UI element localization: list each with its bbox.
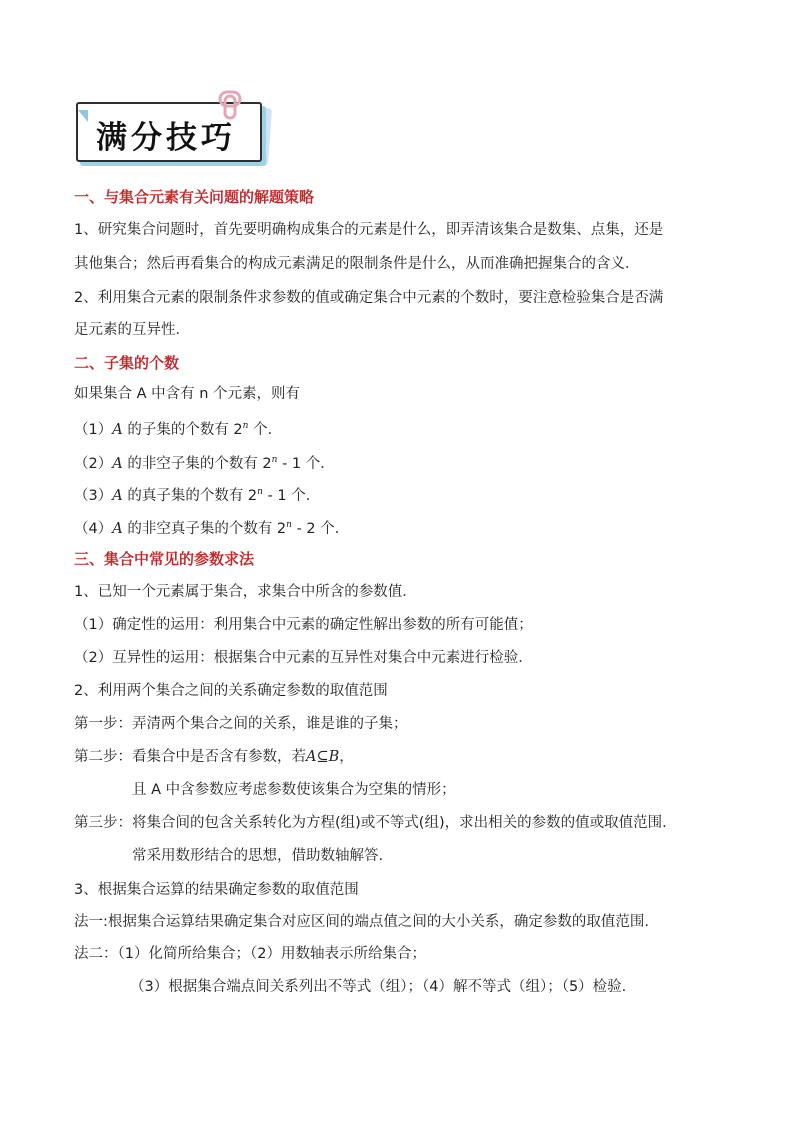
banner-title: 满分技巧 — [96, 120, 236, 156]
s1-para-2a: 2、利用集合元素的限制条件求参数的值或确定集合中元素的个数时，要注意检验集合是否满 — [74, 290, 664, 306]
item-post: 个． — [248, 422, 283, 438]
banner-fold — [78, 110, 88, 122]
item-mid: 的非空真子集的个数有 2 — [122, 521, 287, 537]
item-mid: 的子集的个数有 2 — [122, 422, 243, 438]
s3-step-1: 第一步：弄清两个集合之间的关系，谁是谁的子集； — [74, 716, 408, 732]
s1-para-1b: 其他集合；然后再看集合的构成元素满足的限制条件是什么，从而准确把握集合的含义． — [74, 256, 640, 272]
item-var: A — [112, 422, 123, 438]
s3-line-10: 3、根据集合运算的结果确定参数的取值范围 — [74, 882, 359, 898]
step-2-comma: ， — [339, 749, 354, 765]
section-2-heading: 二、子集的个数 — [74, 354, 180, 372]
s1-para-1a: 1、研究集合问题时，首先要明确构成集合的元素是什么，即弄清该集合是数集、点集，还是 — [74, 222, 664, 238]
s2-item-3 — [74, 482, 320, 506]
s3-step-2-cont: 且 A 中含参数应考虑参数使该集合为空集的情形； — [132, 782, 456, 798]
section-banner — [74, 100, 270, 166]
step-2-text: 第二步：看集合中是否含有参数，若 — [74, 749, 306, 765]
item-var: A — [112, 456, 123, 472]
subset-expression: A⊆B — [306, 749, 340, 765]
s2-item-4 — [74, 515, 349, 539]
s2-item-2 — [74, 450, 335, 474]
item-exponent: n — [257, 487, 263, 497]
s3-method-1: 法一:根据集合运算结果确定集合对应区间的端点值之间的大小关系，确定参数的取值范围. — [74, 914, 649, 930]
s3-step-3-cont: 常采用数形结合的思想，借助数轴解答. — [132, 848, 384, 864]
s1-para-2b: 足元素的互异性． — [74, 322, 190, 338]
s2-item-1 — [74, 416, 282, 440]
item-exponent: n — [242, 421, 249, 431]
item-post: - 2 个． — [291, 521, 350, 537]
item-prefix: （4） — [74, 521, 113, 537]
section-1-heading: 一、与集合元素有关问题的解题策略 — [74, 188, 315, 206]
s3-line-2: （1）确定性的运用：利用集合中元素的确定性解出参数的所有可能值； — [74, 617, 533, 633]
s3-method-2: 法二：（1）化简所给集合；（2）用数轴表示所给集合； — [74, 946, 426, 962]
item-post: - 1 个． — [262, 488, 321, 504]
s3-line-4: 2、利用两个集合之间的关系确定参数的取值范围 — [74, 683, 388, 699]
section-3-heading: 三、集合中常见的参数求法 — [74, 550, 255, 568]
s3-line-1: 1、已知一个元素属于集合，求集合中所含的参数值． — [74, 584, 417, 600]
item-post: - 1 个． — [277, 456, 335, 472]
item-exponent: n — [271, 455, 278, 465]
item-mid: 的非空子集的个数有 2 — [122, 456, 272, 472]
s3-step-2 — [74, 747, 354, 767]
item-prefix: （3） — [74, 488, 113, 504]
item-exponent: n — [286, 520, 292, 530]
item-mid: 的真子集的个数有 2 — [122, 488, 258, 504]
s3-line-3: （2）互异性的运用：根据集合中元素的互异性对集合中元素进行检验． — [74, 650, 533, 666]
s3-step-3: 第三步：将集合间的包含关系转化为方程(组)或不等式(组)，求出相关的参数的值或取值范围. — [74, 815, 667, 831]
paperclip-icon — [216, 90, 244, 120]
item-prefix: （1） — [74, 422, 113, 438]
item-var: A — [112, 521, 123, 537]
item-var: A — [112, 488, 123, 504]
s3-method-2-cont: （3）根据集合端点间关系列出不等式（组）；（4）解不等式（组）；（5）检验. — [130, 979, 627, 995]
s2-intro: 如果集合 A 中含有 n 个元素，则有 — [74, 386, 301, 402]
item-prefix: （2） — [74, 456, 113, 472]
